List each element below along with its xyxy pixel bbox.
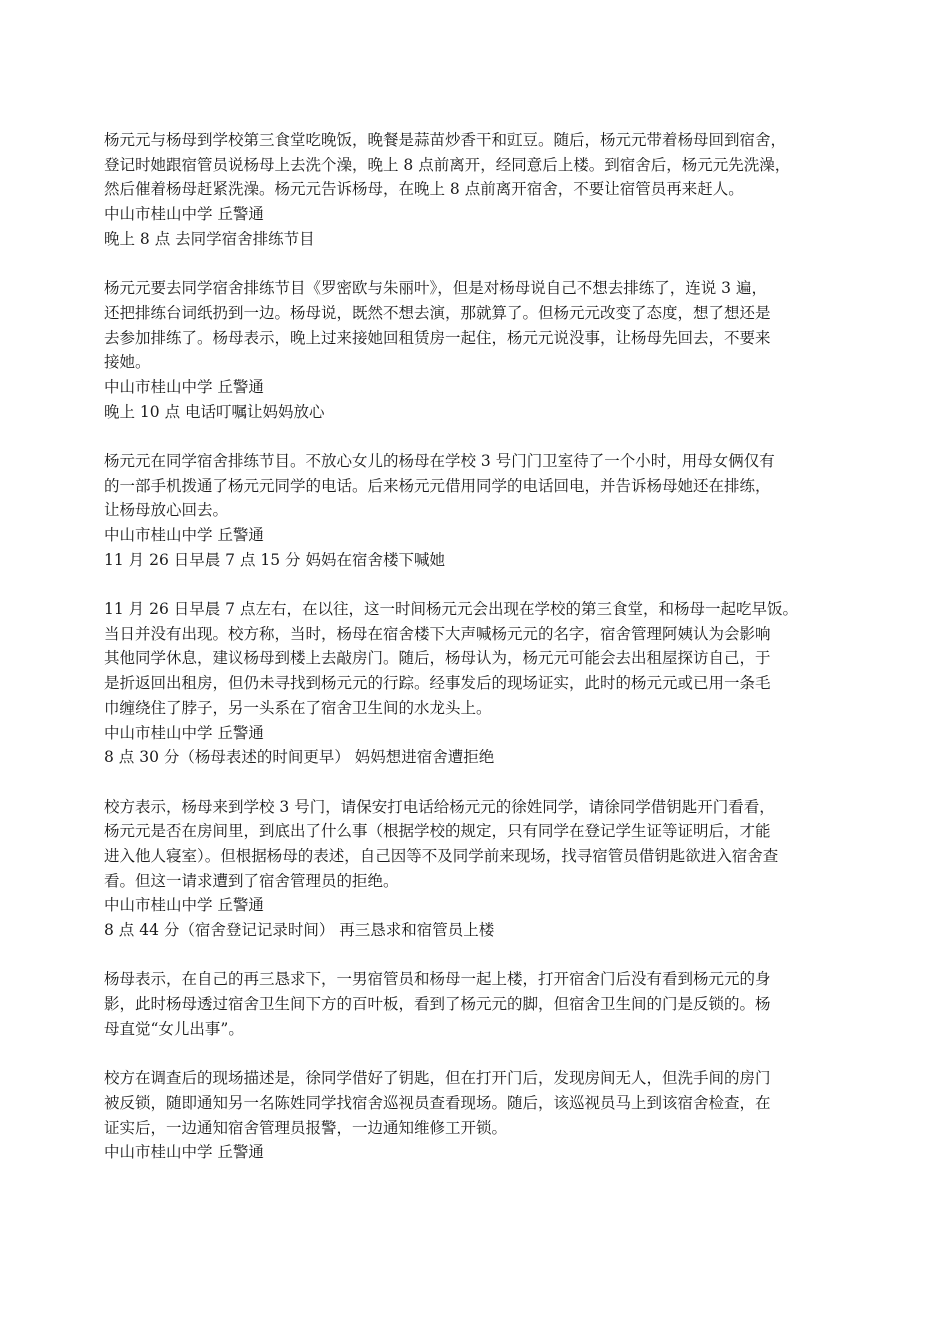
source-credit [104,893,854,918]
timeline-heading [104,745,854,770]
text-line: 当日并没有出现。校方称，当时，杨母在宿舍楼下大声喊杨元元的名字，宿舍管理阿姨认为会影响 [104,624,771,643]
text-line: 中山市桂山中学 丘警通 [104,526,264,544]
timeline-heading [104,918,854,943]
text-line: 接她。 [104,353,151,372]
source-credit [104,1140,854,1165]
text-line: 校方表示，杨母来到学校 3 号门，请保安打电话给杨元元的徐姓同学，请徐同学借钥匙开门看看， [104,797,775,816]
text-line: 杨元元与杨母到学校第三食堂吃晚饭，晚餐是蒜苗炒香干和豇豆。随后，杨元元带着杨母回到宿舍， [104,131,787,149]
source-credit [104,202,854,227]
text-line: 杨元元是否在房间里，到底出了什么事（根据学校的规定，只有同学在登记学生证等证明后，才能 [104,822,771,841]
paragraph-spacer [104,424,854,449]
text-line: 杨元元在同学宿舍排练节目。不放心女儿的杨母在学校 3 号门门卫室待了一个小时，用母女俩仅有 [104,451,775,470]
text-line: 是折返回出租房，但仍未寻找到杨元元的行踪。经事发后的现场证实，此时的杨元元或已用一条毛 [104,674,771,693]
paragraph-spacer [104,770,854,795]
text-line: 看。但这一请求遭到了宿舍管理员的拒绝。 [104,871,399,890]
text-line: 影，此时杨母透过宿舍卫生间下方的百叶板，看到了杨元元的脚，但宿舍卫生间的门是反锁的。杨 [104,995,771,1014]
paragraph-spacer [104,943,854,968]
text-line: 8 点 44 分（宿舍登记记录时间） 再三恳求和宿管员上楼 [104,921,495,939]
timeline-heading [104,548,854,573]
text-line: 中山市桂山中学 丘警通 [104,723,264,742]
paragraph-spacer [104,572,854,597]
text-line: 杨母表示，在自己的再三恳求下，一男宿管员和杨母一起上楼，打开宿舍门后没有看到杨元元的身 [104,970,771,989]
text-line: 的一部手机拨通了杨元元同学的电话。后来杨元元借用同学的电话回电，并告诉杨母她还在排练， [104,476,771,495]
text-line: 被反锁，随即通知另一名陈姓同学找宿舍巡视员查看现场。随后，该巡视员马上到该宿舍检查，在 [104,1093,771,1112]
body-paragraph [104,128,854,202]
text-line: 校方在调查后的现场描述是，徐同学借好了钥匙，但在打开门后，发现房间无人，但洗手间的房门 [104,1069,771,1088]
body-paragraph [104,597,854,720]
body-paragraph [104,795,854,894]
text-line: 证实后，一边通知宿舍管理员报警，一边通知维修工开锁。 [104,1118,508,1137]
document-page [104,128,854,1165]
text-line: 中山市桂山中学 丘警通 [104,205,264,224]
text-line: 巾缠绕住了脖子，另一头系在了宿舍卫生间的水龙头上。 [104,698,492,717]
body-paragraph [104,449,854,523]
timeline-heading [104,227,854,252]
text-line: 去参加排练了。杨母表示，晚上过来接她回租赁房一起住，杨元元说没事，让杨母先回去，不要来 [104,328,771,347]
body-paragraph [104,1066,854,1140]
text-line: 登记时她跟宿管员说杨母上去洗个澡，晚上 8 点前离开，经同意后上楼。到宿舍后，杨元元先洗澡， [104,155,791,174]
text-line: 8 点 30 分（杨母表述的时间更早） 妈妈想进宿舍遭拒绝 [104,748,495,767]
source-credit [104,523,854,548]
text-line: 进入他人寝室）。但根据杨母的表述，自己因等不及同学前来现场，找寻宿管员借钥匙欲进入宿舍查 [104,846,779,865]
source-credit [104,375,854,400]
text-line: 母直觉“女儿出事”。 [104,1019,244,1038]
text-line: 中山市桂山中学 丘警通 [104,377,264,396]
body-paragraph [104,276,854,375]
text-line: 11 月 26 日早晨 7 点左右，在以往，这一时间杨元元会出现在学校的第三食堂，和杨母一起吃早饭。 [104,600,798,619]
text-line: 杨元元要去同学宿舍排练节目《罗密欧与朱丽叶》，但是对杨母说自己不想去排练了，连说 3 遍， [104,279,767,298]
text-line: 中山市桂山中学 丘警通 [104,1143,264,1162]
text-line: 其他同学休息，建议杨母到楼上去敲房门。随后，杨母认为，杨元元可能会去出租屋探访自己，于 [104,649,771,668]
text-line: 晚上 8 点 去同学宿舍排练节目 [104,229,315,248]
text-line: 让杨母放心回去。 [104,501,229,520]
text-line: 11 月 26 日早晨 7 点 15 分 妈妈在宿舍楼下喊她 [104,550,445,569]
text-line: 中山市桂山中学 丘警通 [104,896,264,915]
text-line: 然后催着杨母赶紧洗澡。杨元元告诉杨母，在晚上 8 点前离开宿舍，不要让宿管员再来赶人。 [104,180,744,199]
text-line: 晚上 10 点 电话叮嘱让妈妈放心 [104,402,325,421]
body-paragraph [104,967,854,1041]
paragraph-spacer [104,251,854,276]
paragraph-spacer [104,1041,854,1066]
text-line: 还把排练台词纸扔到一边。杨母说，既然不想去演，那就算了。但杨元元改变了态度，想了想还是 [104,303,771,322]
source-credit [104,721,854,746]
timeline-heading [104,400,854,425]
